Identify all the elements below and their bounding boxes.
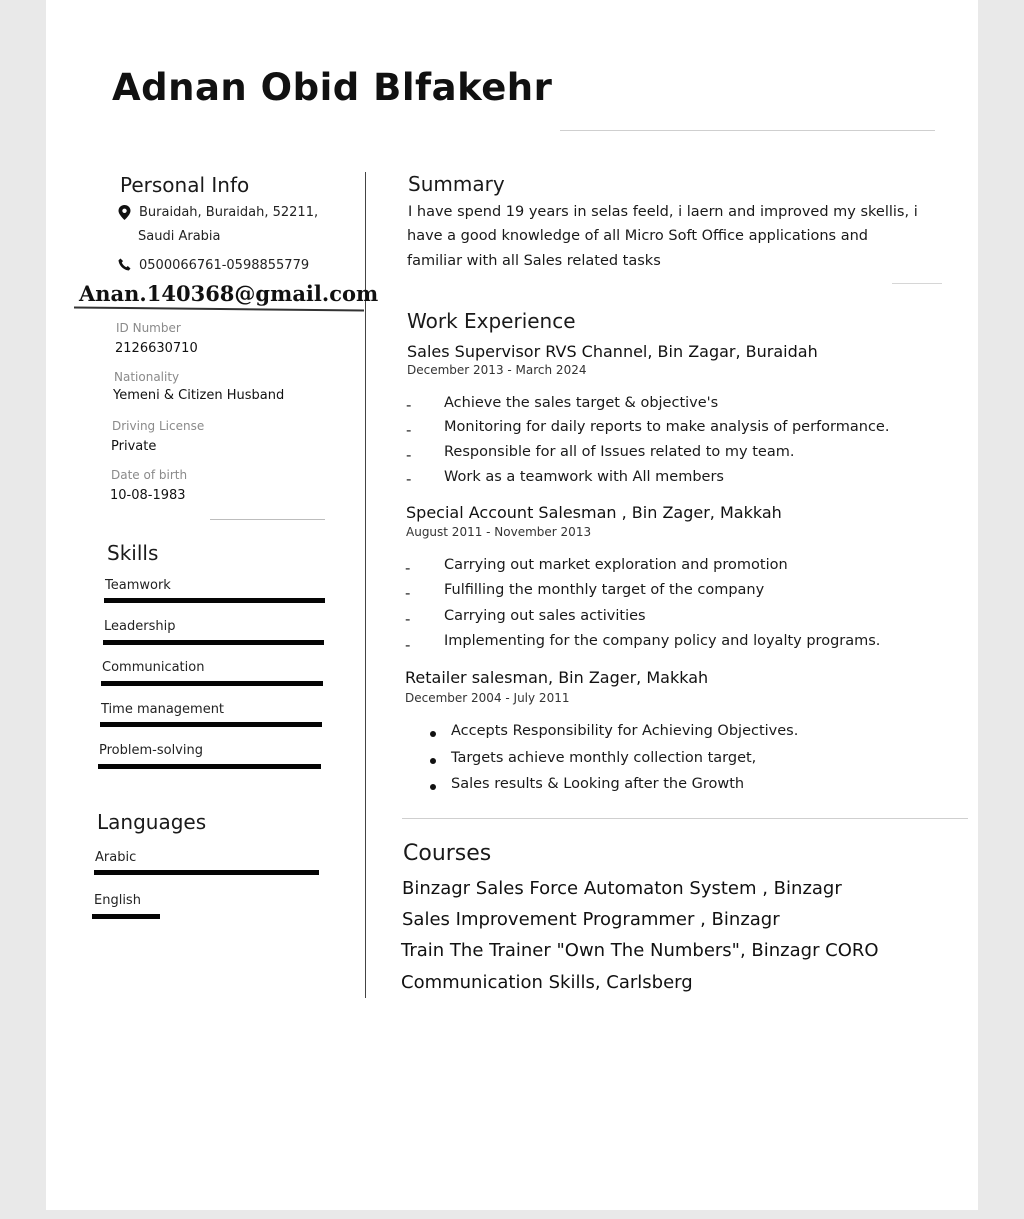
bullet-dash: - bbox=[405, 610, 411, 628]
job1-bullet-2: Monitoring for daily reports to make analysis of performance. bbox=[444, 419, 890, 435]
summary-line-2: have a good knowledge of all Micro Soft Office applications and bbox=[407, 228, 868, 244]
bullet-dot bbox=[430, 758, 436, 764]
bullet-dash: - bbox=[405, 559, 411, 577]
languages-heading: Languages bbox=[97, 810, 207, 834]
location-pin-icon bbox=[118, 205, 131, 220]
bullet-dot bbox=[430, 784, 436, 790]
skill-bar-leadership bbox=[103, 640, 324, 645]
job-title-3: Retailer salesman, Bin Zager, Makkah bbox=[405, 668, 709, 687]
skill-label-time-management: Time management bbox=[101, 702, 225, 717]
skill-bar-problem-solving bbox=[98, 764, 321, 769]
job-title-1: Sales Supervisor RVS Channel, Bin Zagar, Buraidah bbox=[407, 342, 818, 361]
header-divider bbox=[560, 130, 935, 131]
language-label-english: English bbox=[94, 893, 141, 908]
job2-bullet-4: Implementing for the company policy and loyalty programs. bbox=[444, 633, 881, 649]
personal-info-heading: Personal Info bbox=[120, 173, 250, 197]
dob-value: 10-08-1983 bbox=[110, 488, 186, 503]
course-item-4: Communication Skills, Carlsberg bbox=[401, 972, 693, 993]
summary-divider bbox=[892, 283, 942, 284]
skills-heading: Skills bbox=[107, 541, 159, 565]
job-dates-1: December 2013 - March 2024 bbox=[407, 363, 587, 377]
language-label-arabic: Arabic bbox=[95, 850, 137, 865]
id-value: 2126630710 bbox=[115, 341, 198, 356]
driving-license-label: Driving License bbox=[112, 419, 205, 433]
phone-icon bbox=[118, 258, 131, 271]
experience-divider bbox=[402, 818, 968, 819]
candidate-name: Adnan Obid Blfakehr bbox=[112, 66, 553, 109]
nationality-label: Nationality bbox=[114, 370, 180, 384]
skill-label-teamwork: Teamwork bbox=[105, 578, 171, 593]
job3-bullet-3: Sales results & Looking after the Growth bbox=[451, 776, 745, 792]
job1-bullet-4: Work as a teamwork with All members bbox=[444, 469, 724, 485]
phone-number: 0500066761-0598855779 bbox=[139, 258, 310, 273]
work-experience-heading: Work Experience bbox=[407, 309, 576, 333]
job2-bullet-1: Carrying out market exploration and promotion bbox=[444, 557, 788, 573]
job-title-2: Special Account Salesman , Bin Zager, Makkah bbox=[406, 503, 782, 522]
job-dates-2: August 2011 - November 2013 bbox=[406, 525, 592, 539]
bullet-dash: - bbox=[406, 421, 412, 439]
dob-label: Date of birth bbox=[111, 468, 188, 482]
course-item-1: Binzagr Sales Force Automaton System , Binzagr bbox=[402, 878, 842, 899]
address-line-2: Saudi Arabia bbox=[138, 229, 221, 244]
personal-divider bbox=[210, 519, 325, 520]
address-line-1: Buraidah, Buraidah, 52211, bbox=[139, 205, 319, 220]
bullet-dash: - bbox=[406, 446, 412, 464]
skill-bar-communication bbox=[101, 681, 323, 686]
summary-line-1: I have spend 19 years in selas feeld, i laern and improved my skellis, i bbox=[408, 204, 918, 220]
skill-label-problem-solving: Problem-solving bbox=[99, 743, 203, 758]
course-item-2: Sales Improvement Programmer , Binzagr bbox=[402, 909, 780, 930]
language-bar-english bbox=[92, 914, 160, 919]
job1-bullet-1: Achieve the sales target & objective's bbox=[444, 395, 719, 411]
job-dates-3: December 2004 - July 2011 bbox=[405, 691, 570, 705]
language-bar-arabic bbox=[94, 870, 319, 875]
job3-bullet-2: Targets achieve monthly collection target, bbox=[451, 750, 757, 766]
bullet-dot bbox=[430, 731, 436, 737]
skill-label-leadership: Leadership bbox=[104, 619, 176, 634]
summary-heading: Summary bbox=[408, 172, 505, 196]
id-label: ID Number bbox=[116, 321, 181, 335]
bullet-dash: - bbox=[405, 636, 411, 654]
driving-license-value: Private bbox=[111, 439, 157, 454]
courses-heading: Courses bbox=[403, 841, 492, 866]
email-address[interactable]: Anan.140368@gmail.com bbox=[79, 281, 379, 306]
job3-bullet-1: Accepts Responsibility for Achieving Objectives. bbox=[451, 723, 799, 739]
skill-label-communication: Communication bbox=[102, 660, 205, 675]
job2-bullet-3: Carrying out sales activities bbox=[444, 608, 646, 624]
summary-line-3: familiar with all Sales related tasks bbox=[407, 253, 661, 269]
course-item-3: Train The Trainer "Own The Numbers", Binzagr CORO bbox=[401, 940, 879, 961]
job1-bullet-3: Responsible for all of Issues related to my team. bbox=[444, 444, 795, 460]
nationality-value: Yemeni & Citizen Husband bbox=[113, 388, 285, 403]
skill-bar-time-management bbox=[100, 722, 322, 727]
bullet-dash: - bbox=[406, 396, 412, 414]
skill-bar-teamwork bbox=[104, 598, 325, 603]
bullet-dash: - bbox=[406, 470, 412, 488]
job2-bullet-2: Fulfilling the monthly target of the company bbox=[444, 582, 765, 598]
bullet-dash: - bbox=[405, 584, 411, 602]
